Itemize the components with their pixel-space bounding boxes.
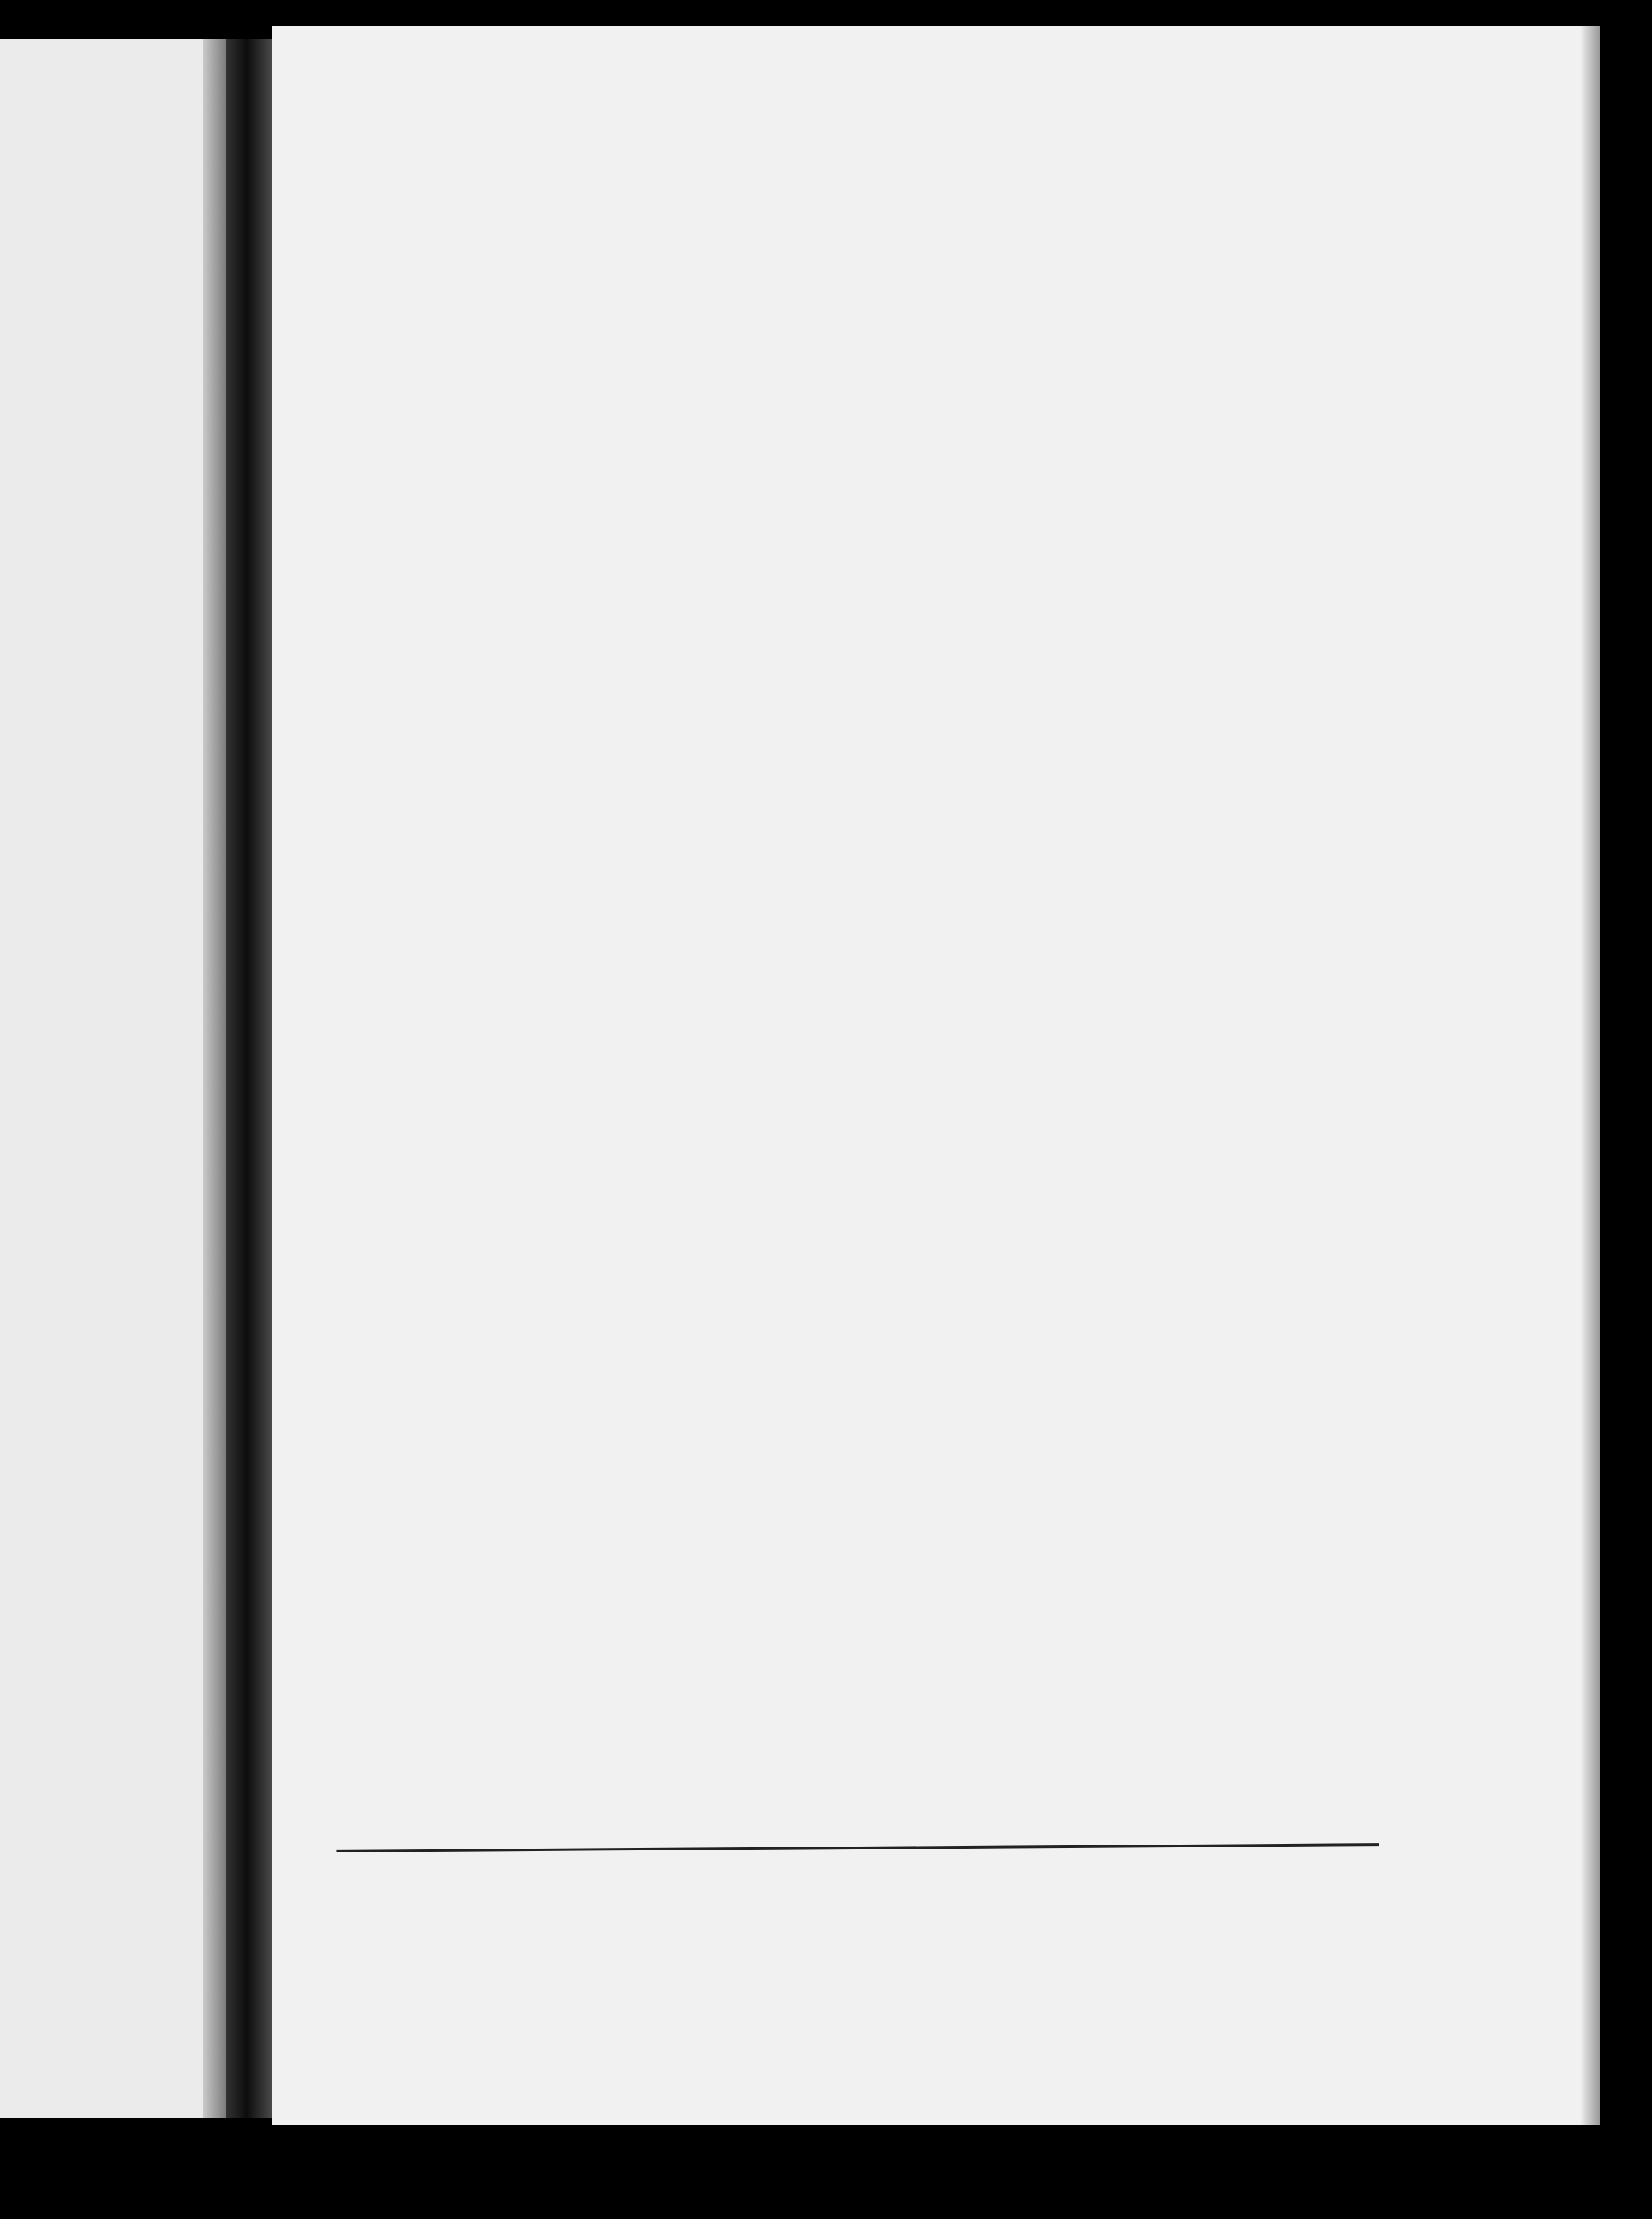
footnote: [337, 1898, 1379, 1904]
footnote-rule: [336, 1843, 1379, 1852]
body-text: [266, 22, 1594, 30]
book-gutter: [226, 39, 272, 2118]
left-page: [0, 39, 249, 2118]
signature-mark: [337, 1948, 1379, 1955]
running-head: [418, 199, 1474, 205]
page-text-block: [266, 22, 1607, 2129]
right-page: [272, 26, 1600, 2125]
right-page-edge: [1580, 26, 1600, 2125]
